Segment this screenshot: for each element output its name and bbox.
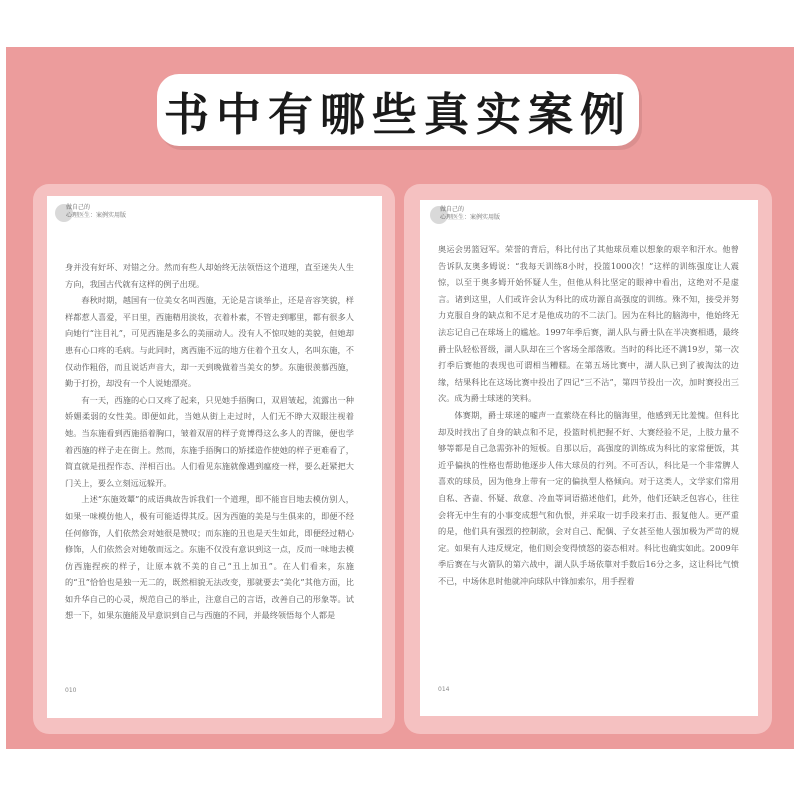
page-header [440,206,500,222]
page-header [66,204,126,220]
left-book-page [47,196,382,718]
page-number: 010 [65,687,77,694]
header-line-1: 做自己的 [66,204,91,211]
paragraph: 身并没有好坏、对错之分。然而有些人却始终无法领悟这个道理，直至迷失人生方向，我国古代就有这样的例子出现。 [65,262,354,289]
page-body-text [438,241,739,589]
page-body-text [65,259,354,624]
header-line-2: 心理医生：案例实用版 [440,214,501,221]
header-line-1: 做自己的 [440,206,465,213]
paragraph: 体赛期，爵士球迷的嘘声一直萦绕在科比的脑海里，他感到无比羞愧。但科比却及时找出了自身的缺点和不足，投篮时机把握不好、大赛经验不足，上肢力量不够等都是自己急需弥补的短板。自那以后，高强度的训练成为科比的家常便饭，其近乎偏执的性格也帮助他逐步人伟大球员的行列。不可否认，科比是一个非常脾人喜欢的球员，因为他身上带有一定的偏执型人格倾向。对于这类人，文学家们常用自私、吝啬、怀疑、敌意、冷血等词语描述他们，此外，他们还缺乏包容心，往往会将无中生有的小事变成想气和仇恨，并采取一切手段来打击、报复他人。更严重的是，他们具有强烈的控制欲，会对自己、配偶、子女甚至他人强加极为严苛的规定。如果有人违反规定，他们则会变得愤怒的姿态相对。科比也确实如此。2009年季后赛在与火箭队的第六战中，湖人队手场依靠对手数后16分之多，这让科比气愤不已，中场休息时他就冲向球队中锋加索尔，用手捏着 [438,409,739,586]
title-banner [157,74,639,146]
paragraph: 上述“东施效颦”的成语典故告诉我们一个道理，即不能盲目地去模仿别人，如果一味模仿他人，极有可能适得其反。因为西施的美是与生俱来的，即便不经任何修饰，人们依然会对她很是赞叹；而东施的丑也是天生如此，即便经过精心修饰，人们依然会对她敬而远之。东施不仅没有意识到这一点，反而一味地去模仿西施捏疾的样子，让原本就不美的自己“丑上加丑”。在人们看来，东施的“丑”恰恰也是独一无二的，既然相貌无法改变，那就要去“美化”其他方面，比如升华自己的心灵，规范自己的举止，注意自己的言语，改善自己的形象等。试想一下，如果东施能及早意识到自己与西施的不同，并最终领悟每个人都是 [65,494,354,621]
page-number: 014 [438,686,450,693]
right-book-page [420,200,758,716]
paragraph: 奥运会男篮冠军。荣誉的背后，科比付出了其他球员难以想象的艰辛和汗水。他曾告诉队友奥多姆说：“我每天训练8小时，投篮1000次！”这样的训练强度让人震惊，以至于奥多姆开始怀疑人生，但他从科比坚定的眼神中看出，这绝对不是虚言。诸到这里，人们或许会认为科比的成功源自高强度的训练。殊不知，接受并努力克服自身的缺点和不足才是他成功的不二法门。因为在科比的脑海中，他始终无法忘记自己在球场上的尴尬。1997年季后赛，湖人队与爵士队在半决赛相遇，最终爵士队轻松晋级，湖人队却在三个客场全部落败。当时的科比还不满19岁，第一次打季后赛他的表现也可谓相当糟糕。在第五场比赛中，湖人队已到了被淘汰的边缘，结果科比在这场比赛中投出了四记“三不沾”，第四节投出一次，加时赛投出三次。成为爵士球迷的笑料。 [438,244,739,404]
banner-title: 书中有哪些真实案例 [163,87,632,141]
paragraph: 春秋时期，越国有一位美女名叫西施，无论是言谈举止，还是音容笑貌，样样都惹人喜爱，平日里，西施精用淡妆，衣着朴素，不管走到哪里，都有很多人向她行“注目礼”，可见西施是多么的美丽动人。没有人不惊叹她的美貌，但她却患有心口疼的毛病。与此同时，离西施不远的地方住着个丑女人，名叫东施，不仅动作粗俗，而且说话声音大，却一天到晚做着当美女的梦。东施很羡慕西施，勤于打扮，却没有一个人说她漂亮。 [65,295,354,389]
paragraph: 有一天，西施的心口又疼了起来，只见她手捂胸口，双眉皱起，流露出一种娇媚柔弱的女性美。即便如此，当她从街上走过时，人们无不睁大双眼注视着她。当东施看到西施捂着胸口，皱着双眉的样子竟博得这么多人的青睐，便也学着西施的样子走在街上。然而，东施手捂胸口的矫揉造作使她的样子更难看了，简直就是扭捏作态、洋相百出。人们看见东施就像遇到瘟疫一样，要么赶紧把大门关上，要么立刻远远躲开。 [65,394,354,488]
header-line-2: 心理医生：案例实用版 [66,212,127,219]
